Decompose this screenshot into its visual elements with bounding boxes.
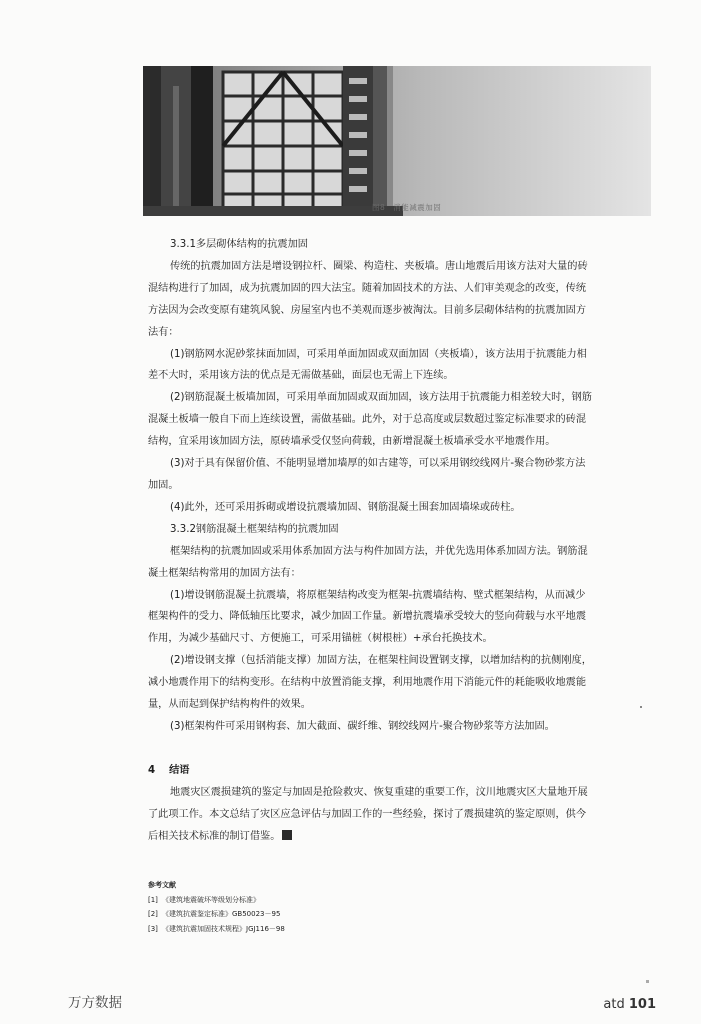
paragraph-line: 凝土框架结构常用的加固方法有： [148, 567, 301, 579]
list-item-line: (1)增设钢筋混凝土抗震墙，将原框架结构改变为框架-抗震墙结构、壁式框架结构，从而减少 [170, 589, 586, 601]
references-title: 参考文献 [148, 881, 176, 889]
figure-photo [143, 66, 651, 216]
reference-item [148, 922, 285, 937]
section-title: 结语 [169, 764, 190, 776]
list-item-line: 减小地震作用下的结构变形。在结构中放置消能支撑，利用地震作用下消能元件的耗能吸收地震能 [148, 677, 587, 689]
reference-text: 《建筑抗震鉴定标准》GB50023－95 [162, 910, 281, 918]
paragraph-line: 框架结构的抗震加固或采用体系加固方法与构件加固方法，并优先选用体系加固方法。钢筋混 [170, 545, 588, 557]
journal-abbrev: atd [603, 997, 625, 1012]
section-heading-3-3-2: 3.3.2钢筋混凝土框架结构的抗震加固 [170, 523, 339, 535]
scan-speck [640, 706, 642, 708]
reference-number: [3] [148, 924, 158, 933]
list-item-line: 框架构件的受力、降低轴压比要求，减少加固工作量。新增抗震墙承受较大的竖向荷载与水平地震 [148, 611, 587, 623]
section-heading-4 [148, 760, 661, 782]
list-item-line: (2)增设钢支撑（包括消能支撑）加固方法，在框架柱间设置钢支撑，以增加结构的抗侧刚度， [170, 655, 592, 667]
reference-number: [1] [148, 895, 158, 904]
list-item-line: 作用，为减少基础尺寸、方便施工，可采用锚桩（树根桩）+承台托换技术。 [148, 633, 493, 645]
paragraph-line: 地震灾区震损建筑的鉴定与加固是抢险救灾、恢复重建的重要工作，汶川地震灾区大量地开展 [170, 786, 588, 798]
list-item-line: (2)钢筋混凝土板墙加固，可采用单面加固或双面加固，该方法用于抗震能力相差较大时，钢筋 [170, 392, 592, 404]
list-item-line: (4)此外，还可采用拆砌或增设抗震墙加固、钢筋混凝土围套加固墙垛或砖柱。 [170, 501, 521, 513]
paragraph-line: 传统的抗震加固方法是增设钢拉杆、圈梁、构造柱、夹板墙。唐山地震后用该方法对大量的砖 [170, 260, 588, 272]
reference-text: 《建筑抗震加固技术规程》JGJ116－98 [162, 924, 285, 933]
list-item-line: (3)对于具有保留价值、不能明显增加墙厚的如古建等，可以采用钢绞线网片-聚合物砂浆方法 [170, 458, 586, 470]
scan-speck [646, 980, 649, 983]
page-number [603, 997, 656, 1012]
figure-caption: 图8 消能减震加固 [372, 203, 442, 212]
list-item-line: 结构，宜采用该加固方法，原砖墙承受仅竖向荷载，由新增混凝土板墙承受水平地震作用。 [148, 436, 556, 448]
list-item-line: 混凝土板墙一般自下而上连续设置，需做基础。此外，对于总高度或层数超过鉴定标准要求的砖混 [148, 414, 587, 426]
section-heading-3-3-1: 3.3.1多层砌体结构的抗震加固 [170, 239, 308, 250]
list-item-line: 加固。 [148, 479, 179, 491]
paragraph-line: 方法因为会改变原有建筑风貌、房屋室内也不美观而逐步被淘汰。目前多层砌体结构的抗震加固方 [148, 304, 587, 316]
reference-number: [2] [148, 910, 158, 918]
paragraph-line [148, 826, 661, 848]
list-item-line: (1)钢筋网水泥砂浆抹面加固，可采用单面加固或双面加固（夹板墙），该方法用于抗震能力相 [170, 348, 587, 360]
paragraph-line: 混结构进行了加固，成为抗震加固的四大法宝。随着加固技术的方法、人们审美观念的改变，传统 [148, 282, 587, 294]
paragraph-line: 了此项工作。本文总结了灾区应急评估与加固工作的一些经验，探讨了震损建筑的鉴定原则，供今 [148, 808, 587, 820]
paragraph-text: 后相关技术标准的制订借鉴。 [148, 830, 281, 842]
end-of-article-square-icon [282, 830, 292, 840]
reference-item [148, 907, 285, 922]
reference-text: 《建筑地震破坏等级划分标准》 [162, 895, 260, 904]
article-body [148, 234, 661, 847]
reference-item [148, 893, 285, 908]
paragraph-line: 法有： [148, 326, 179, 338]
page-number-value: 101 [628, 997, 656, 1012]
list-item-line: 量，从而起到保护结构构件的效果。 [148, 699, 311, 711]
list-item-line: (3)框架构件可采用钢构套、加大截面、碳纤维、钢绞线网片-聚合物砂浆等方法加固。 [170, 720, 555, 732]
section-number: 4 [148, 764, 156, 776]
watermark: 万方数据 [68, 995, 122, 1011]
references [148, 878, 285, 936]
list-item-line: 差不大时，采用该方法的优点是无需做基础，面层也无需上下连续。 [148, 370, 454, 382]
